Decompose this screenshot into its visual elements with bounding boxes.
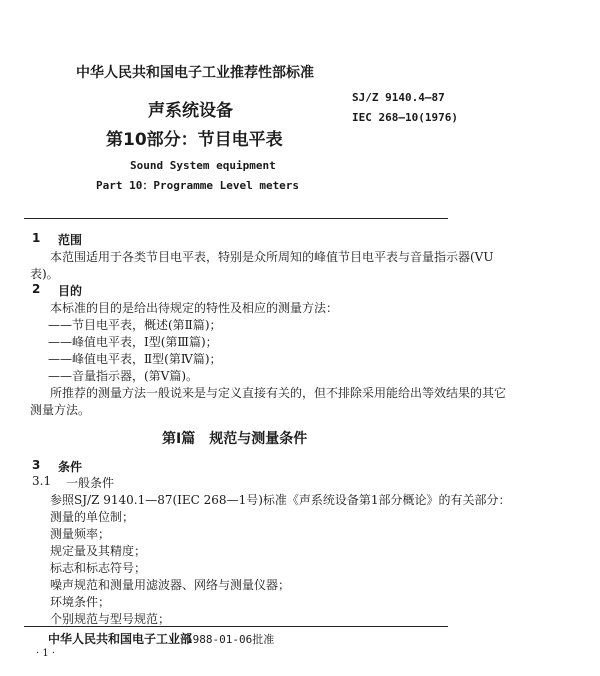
section-3-reference: 参照SJ/Z 9140.1—87(IEC 268—1号)标准《声系统设备第1部分概论》的有关部分： (50, 493, 511, 507)
title-cn-main: 声系统设备 (148, 101, 233, 121)
list-item: 噪声规范和测量用滤波器、网络与测量仪器； (50, 578, 291, 592)
title-cn-part: 第10部分：节目电平表 (106, 130, 283, 150)
iec-number: IEC 268—10(1976) (352, 111, 458, 124)
list-item: 环境条件； (50, 595, 111, 609)
section-3-number: 3 (32, 458, 41, 472)
footer-divider (24, 626, 448, 627)
subsection-title: 一般条件 (66, 476, 115, 490)
issuing-organization: 中华人民共和国电子工业推荐性部标准 (76, 65, 314, 81)
title-en-part: Part 10：Programme Level meters (96, 179, 300, 192)
standard-number: SJ/Z 9140.4—87 (352, 91, 445, 104)
list-item: 个别规范与型号规范； (50, 612, 171, 626)
section-2-paragraph-line-2: 测量方法。 (30, 403, 91, 417)
page-number: · 1 · (36, 648, 56, 659)
list-item: 测量的单位制； (50, 510, 135, 524)
section-1-text-line-1: 本范围适用于各类节目电平表，特别是众所周知的峰值节目电平表与音量指示器(VU (50, 250, 494, 264)
list-item: 规定量及其精度； (50, 544, 147, 558)
list-item: 测量频率； (50, 527, 111, 541)
list-item: ——节目电平表，概述(第Ⅱ篇)； (48, 318, 222, 332)
section-2-intro: 本标准的目的是给出待规定的特性及相应的测量方法： (50, 301, 339, 315)
list-item: 标志和标志符号； (50, 561, 147, 575)
section-1-title: 范围 (58, 233, 83, 247)
footer-organization: 中华人民共和国电子工业部 (48, 632, 193, 646)
list-item: ——峰值电平表，Ⅰ型(第Ⅲ篇)； (48, 335, 218, 349)
list-item: ——音量指示器，(第Ⅴ篇)。 (48, 369, 199, 383)
header-divider (24, 218, 448, 219)
section-3-title: 条件 (58, 460, 83, 474)
section-1-number: 1 (32, 231, 41, 245)
part-title: 第Ⅰ篇 规范与测量条件 (162, 431, 308, 447)
title-en-main: Sound System equipment (130, 159, 276, 172)
section-2-paragraph-line-1: 所推荐的测量方法一般说来是与定义直接有关的，但不排除采用能给出等效结果的其它 (50, 386, 507, 400)
approval-date: 1988-01-06批准 (186, 633, 275, 646)
list-item: ——峰值电平表，Ⅱ型(第Ⅳ篇)； (48, 352, 222, 366)
section-2-title: 目的 (58, 284, 83, 298)
section-1-text-line-2: 表)。 (30, 267, 59, 281)
section-2-number: 2 (32, 282, 41, 296)
subsection-number: 3.1 (32, 474, 52, 488)
